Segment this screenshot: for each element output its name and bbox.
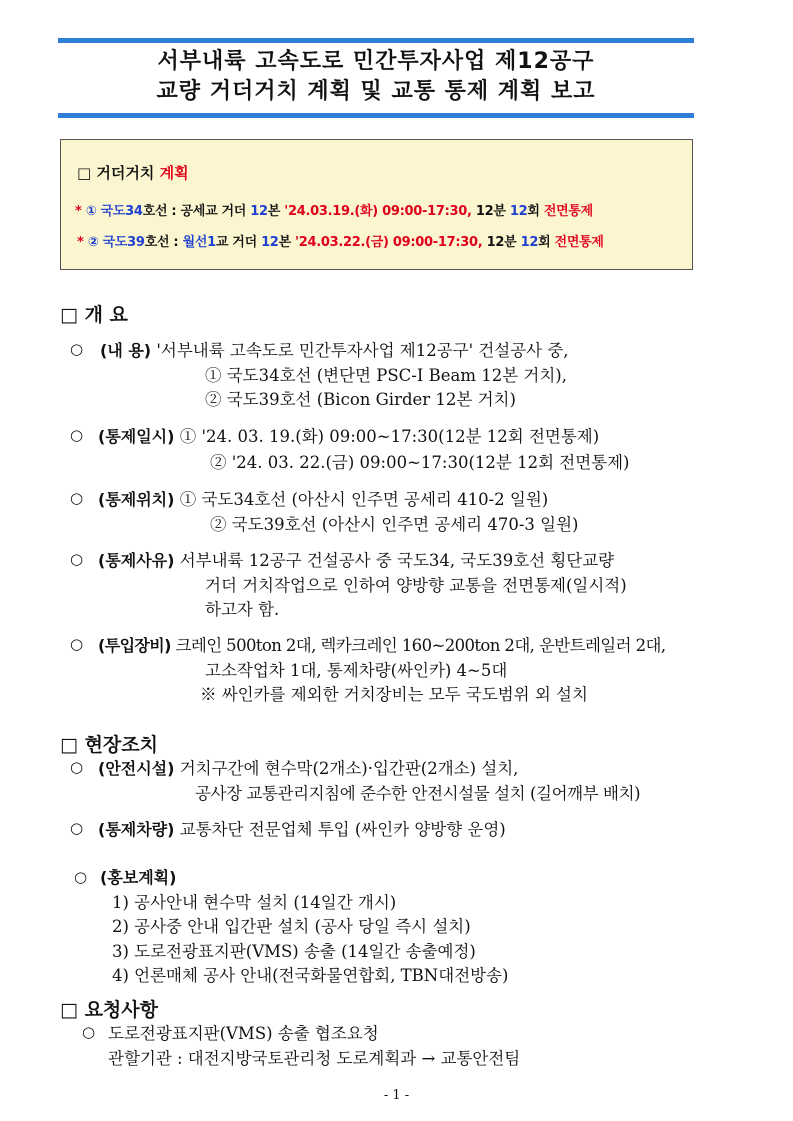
overview-reason-line-2: 거더 거치작업으로 인하여 양방향 교통을 전면통제(일시적) [205,576,627,595]
bullet-icon: ○ [70,550,84,568]
overview-schedule-line-1: (통제일시) ① '24. 03. 19.(화) 09:00~17:30(12분 12회 전면통제) [98,427,600,446]
overview-equipment-line-2: 고소작업차 1대, 통제차량(싸인카) 4~5대 [205,661,508,680]
document-title [58,38,694,118]
pr-item: 1) 공사안내 현수막 설치 (14일간 개시) [112,893,397,912]
bullet-icon: ○ [70,340,84,358]
bullet-icon: ○ [70,819,84,837]
section-request-heading: □ 요청사항 [60,999,158,1021]
overview-content-line-1: (내 용) '서부내륙 고속도로 민간투자사업 제12공구' 건설공사 중, [100,341,569,360]
site-vehicle-line-1: (통제차량) 교통차단 전문업체 투입 (싸인카 양방향 운영) [98,820,506,839]
summary-heading: □ 거더거치 계획 [77,164,189,182]
overview-reason-line-3: 하고자 함. [205,600,280,619]
page-number: - 1 - [383,1088,410,1103]
bullet-icon: ○ [82,1023,96,1041]
overview-content-line-2: ① 국도34호선 (변단면 PSC-I Beam 12본 거치), [205,366,567,385]
bullet-icon: ○ [74,868,88,886]
title-line-1: 서부내륙 고속도로 민간투자사업 제12공구 [157,49,595,74]
site-safety-line-2: 공사장 교통관리지침에 준수한 안전시설물 설치 (길어깨부 배치) [195,784,641,803]
bullet-icon: ○ [70,489,84,507]
summary-item-1: * ① 국도34호선 : 공세교 거더 12본 '24.03.19.(화) 09:00-17:30, 12분 12회 전면통제 [75,204,593,219]
overview-equipment-note: ※ 싸인카를 제외한 거치장비는 모두 국도범위 외 설치 [200,685,588,704]
overview-schedule-line-2: ② '24. 03. 22.(금) 09:00~17:30(12분 12회 전면통제) [210,453,630,472]
summary-box [60,139,693,270]
overview-equipment-line-1: (투입장비) 크레인 500ton 2대, 렉카크레인 160~200ton 2대, 운반트레일러 2대, [98,636,666,655]
overview-reason-line-1: (통제사유) 서부내륙 12공구 건설공사 중 국도34, 국도39호선 횡단교량 [98,551,615,570]
site-safety-line-1: (안전시설) 거치구간에 현수막(2개소)·입간판(2개소) 설치, [98,759,519,778]
pr-item: 3) 도로전광표지판(VMS) 송출 (14일간 송출예정) [112,942,476,961]
site-pr-label: (홍보계획) [100,868,177,887]
summary-item-2: * ② 국도39호선 : 월선1교 거더 12본 '24.03.22.(금) 09:00-17:30, 12분 12회 전면통제 [77,235,604,250]
bullet-icon: ○ [70,426,84,444]
request-line-1: 도로전광표지판(VMS) 송출 협조요청 [108,1024,379,1043]
overview-content-line-3: ② 국도39호선 (Bicon Girder 12본 거치) [205,390,516,409]
pr-item: 4) 언론매체 공사 안내(전국화물연합회, TBN대전방송) [112,966,509,985]
request-line-2: 관할기관 : 대전지방국토관리청 도로계획과 → 교통안전팀 [108,1049,521,1068]
overview-location-line-2: ② 국도39호선 (아산시 인주면 공세리 470-3 일원) [210,515,579,534]
section-site-heading: □ 현장조치 [60,734,158,756]
section-overview-heading: □ 개 요 [60,304,128,326]
pr-item: 2) 공사중 안내 입간판 설치 (공사 당일 즉시 설치) [112,917,471,936]
overview-location-line-1: (통제위치) ① 국도34호선 (아산시 인주면 공세리 410-2 일원) [98,490,549,509]
bullet-icon: ○ [70,635,84,653]
bullet-icon: ○ [70,758,84,776]
title-line-2: 교량 거더거치 계획 및 교통 통제 계획 보고 [156,79,596,104]
